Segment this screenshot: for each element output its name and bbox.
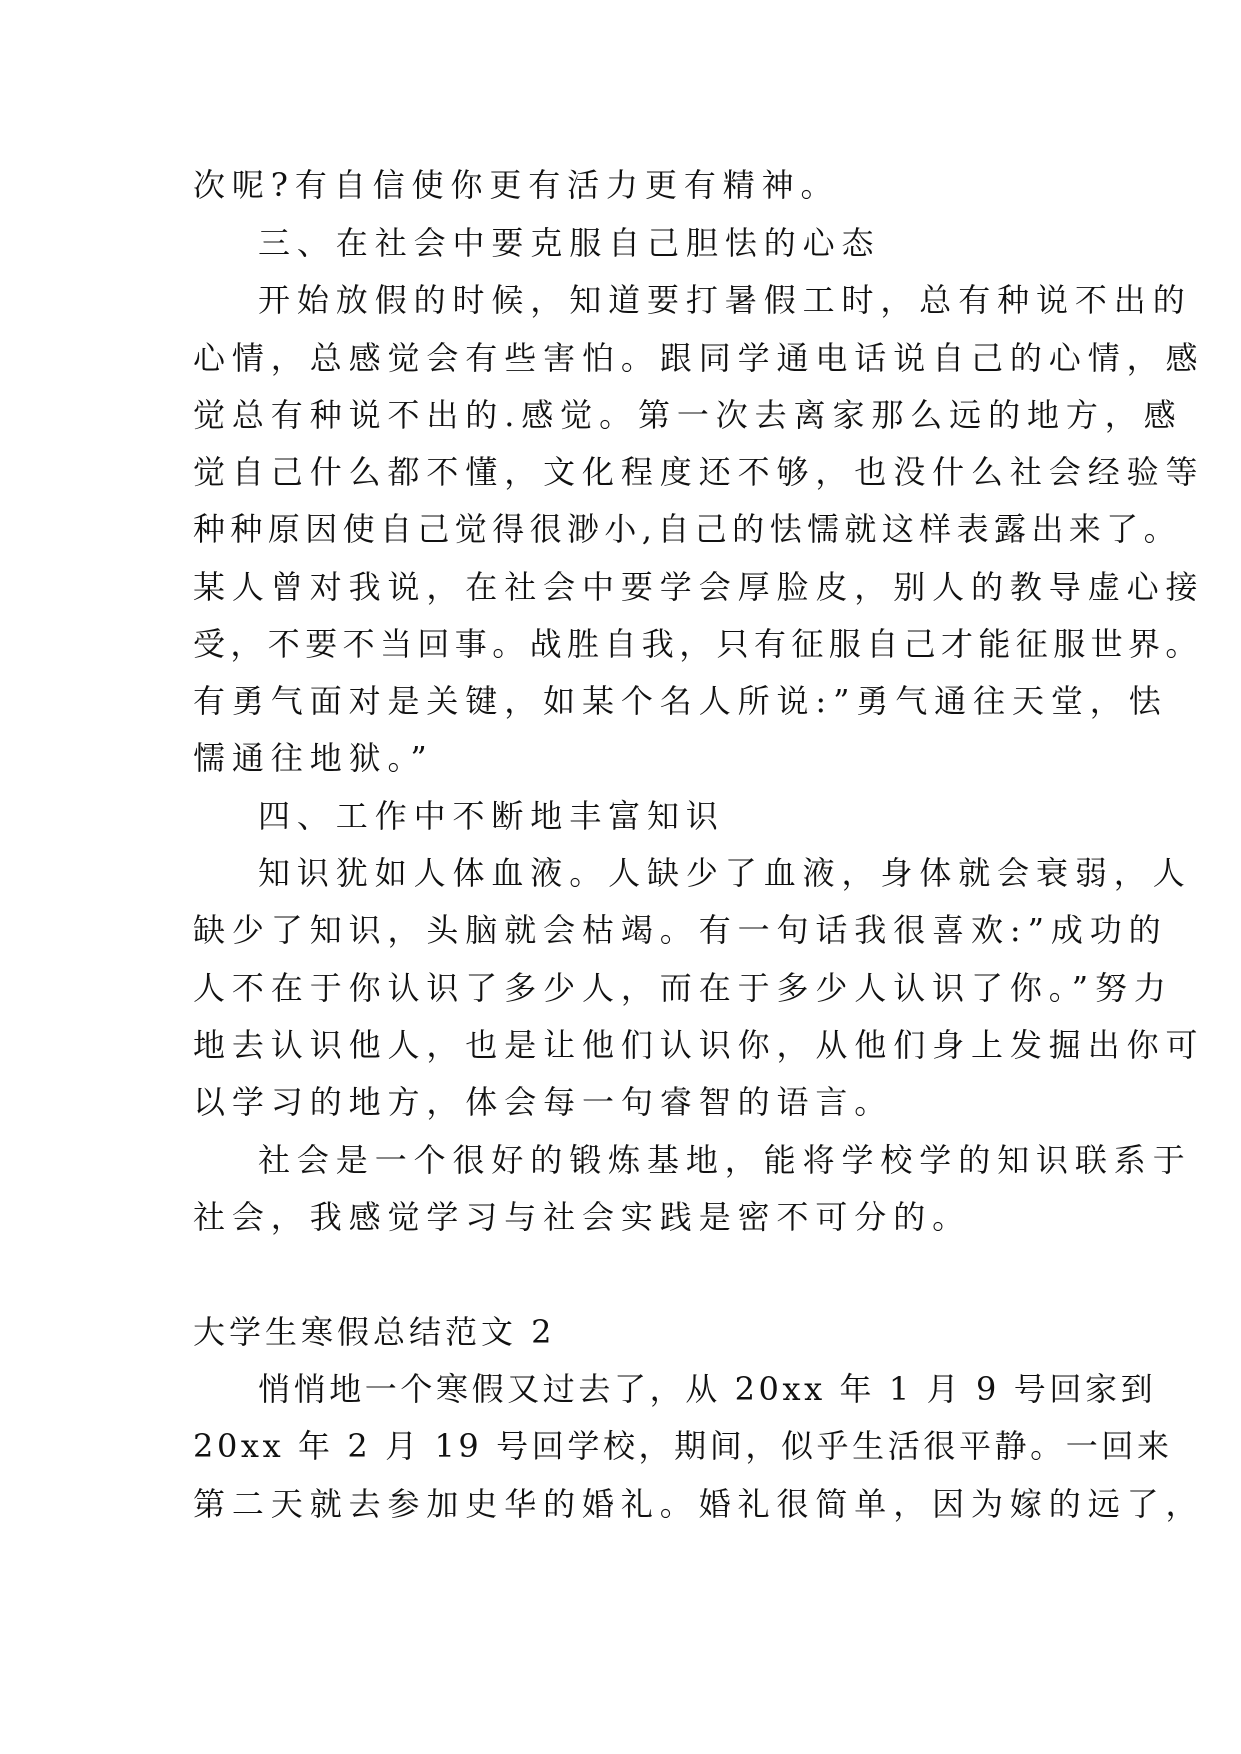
paragraph-line: 缺少了知识，头脑就会枯竭。有一句话我很喜欢:”成功的 [193, 911, 1168, 949]
paragraph-line: 开始放假的时候，知道要打暑假工时，总有种说不出的 [258, 281, 1192, 319]
paragraph-line: 以学习的地方，体会每一句睿智的语言。 [193, 1083, 894, 1121]
paragraph-line: 种种原因使自己觉得很渺小,自己的怯懦就这样表露出来了。 [193, 510, 1181, 548]
paragraph-line: 人不在于你认识了多少人，而在于多少人认识了你。”努力 [193, 969, 1173, 1007]
paragraph-line: 觉自己什么都不懂，文化程度还不够，也没什么社会经验等 [193, 453, 1205, 491]
paragraph-line: 社会是一个很好的锻炼基地，能将学校学的知识联系于 [258, 1141, 1192, 1179]
paragraph-line: 第二天就去参加史华的婚礼。婚礼很简单，因为嫁的远了， [193, 1485, 1205, 1523]
paragraph-line: 懦通往地狱。” [193, 739, 434, 777]
paragraph-line: 心情，总感觉会有些害怕。跟同学通电话说自己的心情，感 [193, 339, 1205, 377]
paragraph-line: 觉总有种说不出的.感觉。第一次去离家那么远的地方，感 [193, 396, 1183, 434]
paragraph-line: 社会，我感觉学习与社会实践是密不可分的。 [193, 1198, 972, 1236]
paragraph-line: 20xx 年 2 月 19 号回学校，期间，似乎生活很平静。一回来 [193, 1427, 1173, 1465]
paragraph-line: 受，不要不当回事。战胜自我，只有征服自己才能征服世界。 [193, 625, 1203, 663]
paragraph-line: 地去认识他人，也是让他们认识你，从他们身上发掘出你可 [193, 1026, 1205, 1064]
paragraph-line: 悄悄地一个寒假又过去了，从 20xx 年 1 月 9 号回家到 [258, 1370, 1157, 1408]
paragraph-line: 次呢?有自信使你更有活力更有精神。 [193, 166, 840, 204]
article-title: 大学生寒假总结范文 2 [193, 1313, 556, 1351]
paragraph-line: 某人曾对我说，在社会中要学会厚脸皮，别人的教导虚心接 [193, 568, 1205, 606]
paragraph-line: 知识犹如人体血液。人缺少了血液，身体就会衰弱，人 [258, 854, 1192, 892]
paragraph-line: 有勇气面对是关键，如某个名人所说:”勇气通往天堂，怯 [193, 682, 1168, 720]
section-heading-4: 四、工作中不断地丰富知识 [258, 797, 725, 835]
section-heading-3: 三、在社会中要克服自己胆怯的心态 [258, 224, 881, 262]
